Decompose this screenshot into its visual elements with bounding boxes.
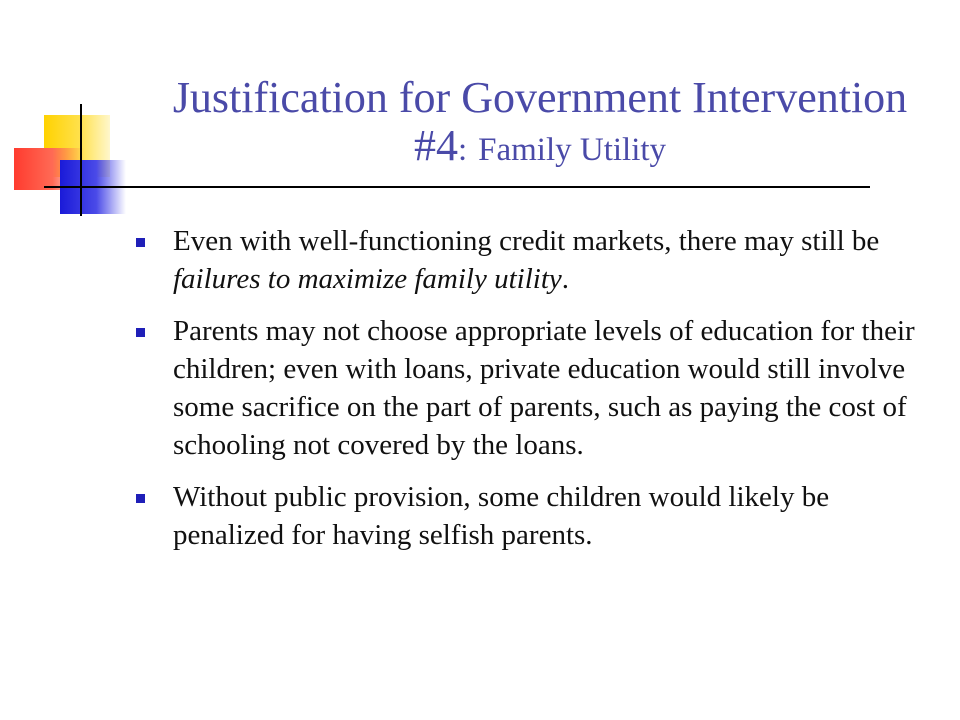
title-colon: : — [457, 132, 468, 168]
bullet-list — [136, 222, 936, 568]
bullet-text: Even with well-functioning credit markets, there may still be — [173, 225, 880, 257]
bullet-item — [136, 478, 936, 554]
square-bullet-icon — [136, 494, 145, 503]
square-bullet-icon — [136, 328, 145, 337]
bullet-text: Without public provision, some children would likely be penalized for having selfish parents. — [173, 481, 830, 551]
title-underline-divider — [44, 186, 870, 188]
title-main: Justification for Government Intervention #4 — [172, 73, 908, 170]
bullet-emphasis: failures to maximize family utility — [173, 263, 562, 295]
title-subtitle: Family Utility — [478, 132, 667, 168]
bullet-item — [136, 312, 936, 464]
bullet-text-end: . — [561, 263, 570, 295]
vertical-rule-decoration — [80, 104, 82, 216]
square-bullet-icon — [136, 238, 145, 247]
slide-title — [150, 74, 930, 174]
bullet-text: Parents may not choose appropriate levels of education for their children; even with loans, private education would still involve some sacrifice on the part of parents, such as paying the cost of schooling not covered by the loans. — [173, 315, 915, 461]
bullet-item — [136, 222, 936, 298]
